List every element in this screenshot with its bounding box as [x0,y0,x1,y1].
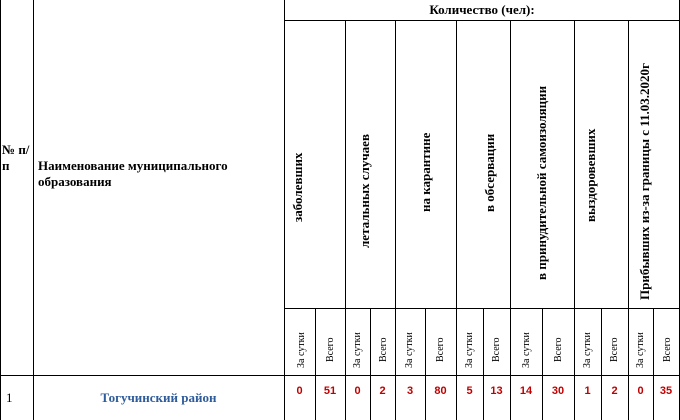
grid-line [456,20,457,420]
category-header-self-isolation: в принудительной самоизоляции [534,85,549,280]
category-header-sick: заболевших [290,152,305,222]
subheader-day: За сутки [635,332,646,368]
grid-line [33,0,34,420]
category-header-arrived: Прибывших из-за границы с 11.03.2020г [637,63,652,300]
column-header-number: № п/п [2,142,30,173]
value-recovered-total: 2 [611,385,618,397]
subheader-total: Всего [609,337,620,362]
value-self-isolation-day: 14 [519,385,533,397]
grid-line [510,20,511,420]
subheader-day: За сутки [464,332,475,368]
grid-line [284,308,680,309]
category-header-lethal: летальных случаев [357,134,372,248]
value-self-isolation-total: 30 [551,385,565,397]
value-quarantine-total: 80 [434,385,447,397]
grid-line [284,20,680,21]
row-number: 1 [6,390,13,405]
subheader-day: За сутки [521,332,532,368]
grid-line [653,308,654,420]
grid-line [425,308,426,420]
subheader-total: Всего [491,337,502,362]
grid-line [483,308,484,420]
group-header: Количество (чел): [429,2,535,17]
subheader-total: Всего [662,337,673,362]
value-lethal-day: 0 [354,385,361,397]
subheader-day: За сутки [296,332,307,368]
category-header-observation: в обсервации [482,133,497,212]
grid-line [284,0,285,420]
column-header-name: Наименование муниципального образования [38,158,228,189]
grid-line [345,20,346,420]
subheader-total: Всего [553,337,564,362]
subheader-total: Всего [435,337,446,362]
value-arrived-total: 35 [659,385,673,397]
grid-line [0,0,1,420]
value-quarantine-day: 3 [406,385,414,397]
value-sick-day: 0 [296,385,303,397]
grid-line [315,308,316,420]
grid-line [628,20,629,420]
category-header-quarantine: на карантине [418,132,433,212]
grid-line [370,308,371,420]
grid-line [574,20,575,420]
value-sick-total: 51 [323,385,337,397]
subheader-day: За сутки [404,332,415,368]
subheader-total: Всего [325,337,336,362]
value-observation-day: 5 [466,385,473,397]
subheader-day: За сутки [352,332,363,368]
grid-line [542,308,543,420]
subheader-total: Всего [378,337,389,362]
subheader-day: За сутки [582,332,593,368]
value-observation-total: 13 [490,385,503,397]
grid-line [395,20,396,420]
category-header-recovered: выздоровевших [583,128,598,222]
value-recovered-day: 1 [584,385,591,397]
grid-line [0,375,680,376]
municipality-name: Тогучинский район [100,390,217,405]
value-arrived-day: 0 [637,385,644,397]
grid-line [601,308,602,420]
value-lethal-total: 2 [379,385,386,397]
